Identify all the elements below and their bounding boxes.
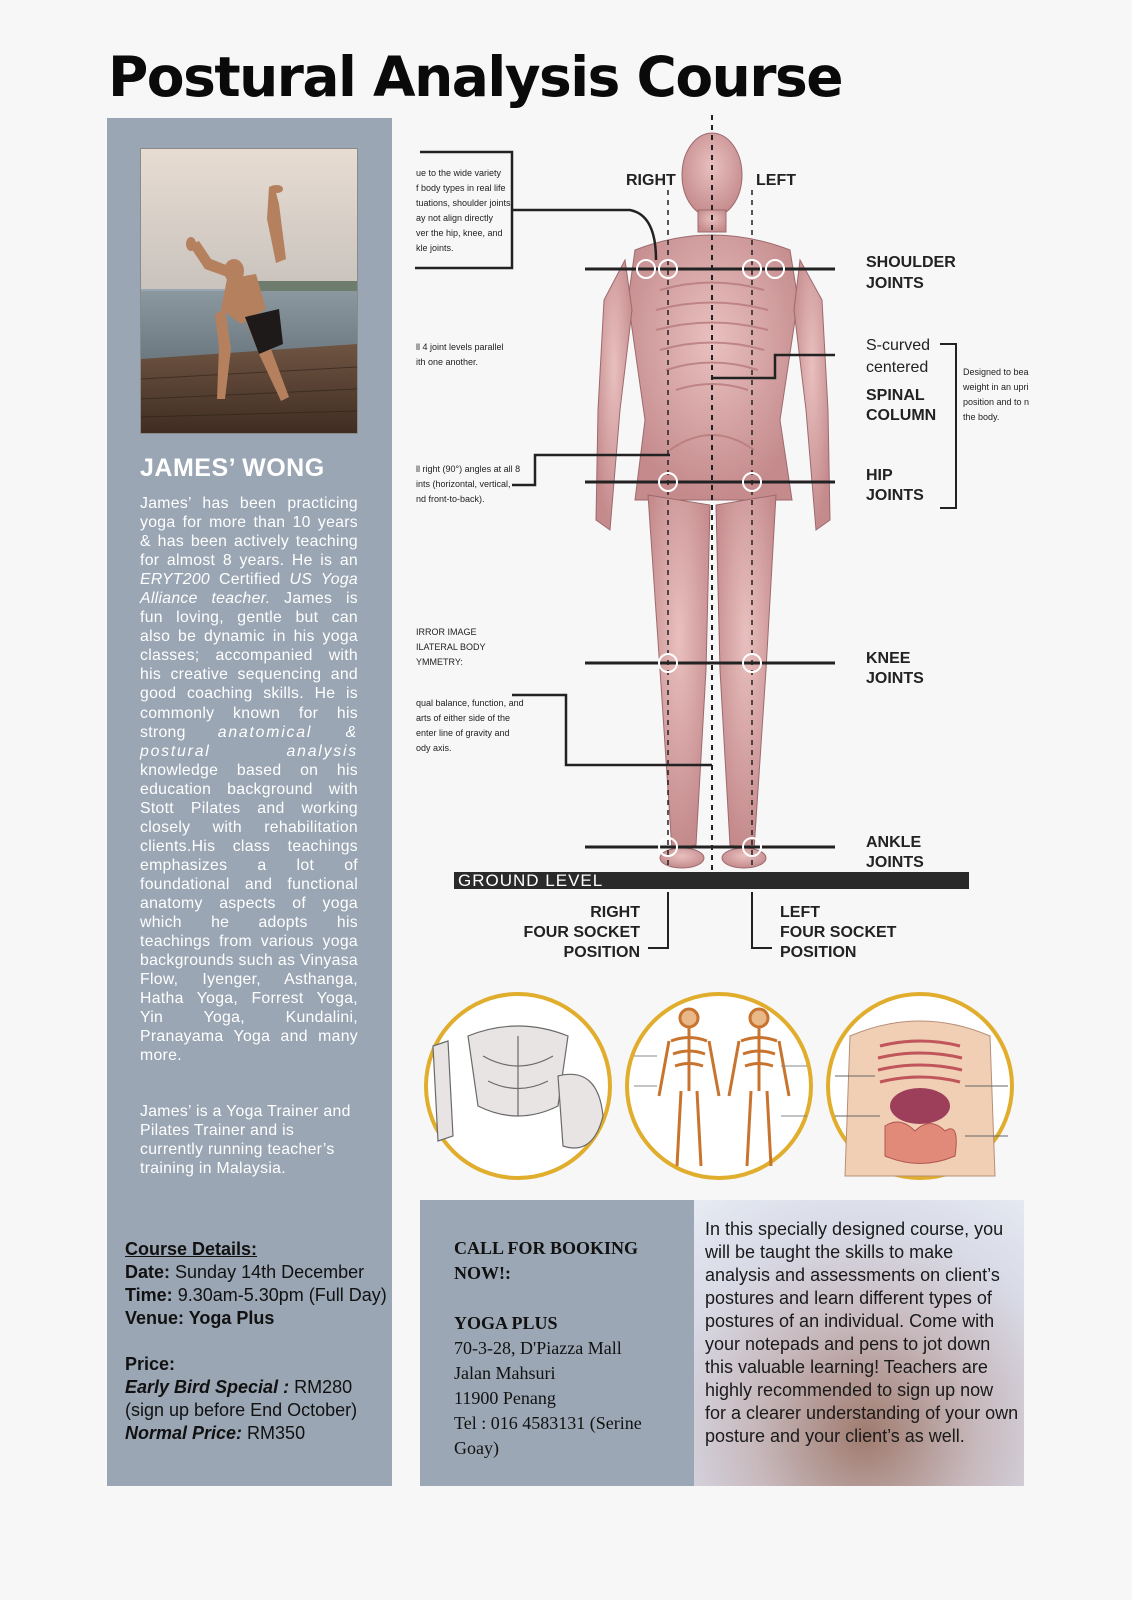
svg-text:JOINTS: JOINTS <box>866 487 924 504</box>
svg-text:JOINTS: JOINTS <box>866 275 924 292</box>
course-details: Course Details: Date: Sunday 14th December Time: 9.30am-5.30pm (Full Day) Venue: Yoga Plus Price: Early Bird Special : RM280 (sign up before End October) Normal Price: RM350 <box>125 1238 390 1445</box>
address-line-3: 11900 Penang <box>454 1388 556 1408</box>
svg-text:ll right (90°) angles at all 8: ll right (90°) angles at all 8 <box>416 464 521 474</box>
svg-text:ver the hip, knee, and: ver the hip, knee, and <box>416 228 503 238</box>
svg-text:S-curved: S-curved <box>866 337 931 354</box>
skeleton-anatomy-image <box>625 992 813 1180</box>
course-time: 9.30am-5.30pm (Full Day) <box>172 1285 387 1305</box>
svg-text:ILATERAL BODY: ILATERAL BODY <box>416 642 486 652</box>
svg-text:Designed to bea: Designed to bea <box>963 367 1029 377</box>
knee-label: KNEE <box>866 650 911 667</box>
svg-text:SPINAL: SPINAL <box>866 387 925 404</box>
svg-text:position and to n: position and to n <box>963 397 1030 407</box>
svg-text:the body.: the body. <box>963 412 1000 422</box>
call-to-action: CALL FOR BOOKING NOW!: <box>454 1238 639 1283</box>
svg-text:kle joints.: kle joints. <box>416 243 454 253</box>
shoulder-label: SHOULDER <box>866 254 956 271</box>
svg-text:RIGHT: RIGHT <box>590 904 640 921</box>
svg-text:tuations, shoulder joints: tuations, shoulder joints <box>416 198 511 208</box>
early-bird-price: RM280 <box>289 1377 353 1397</box>
svg-text:ue to the wide variety: ue to the wide variety <box>416 168 502 178</box>
booking-info <box>454 1236 684 1461</box>
hip-label: HIP <box>866 467 893 484</box>
svg-text:ints (horizontal, vertical,: ints (horizontal, vertical, <box>416 479 511 489</box>
svg-text:enter line of gravity and: enter line of gravity and <box>416 728 510 738</box>
instructor-bio-2: James’ is a Yoga Trainer and Pilates Trainer and is currently running teacher’s training in Malaysia. <box>140 1103 351 1178</box>
muscle-anatomy-image <box>424 992 612 1180</box>
phone-number: Tel : 016 4583131 (Serine Goay) <box>454 1413 642 1458</box>
svg-text:ith one another.: ith one another. <box>416 357 479 367</box>
ankle-label: ANKLE <box>866 834 922 851</box>
organ-anatomy-image <box>826 992 1014 1180</box>
svg-text:nd front-to-back).: nd front-to-back). <box>416 494 485 504</box>
svg-text:ll 4 joint levels parallel: ll 4 joint levels parallel <box>416 342 504 352</box>
svg-text:FOUR SOCKET: FOUR SOCKET <box>523 924 640 941</box>
svg-text:ody axis.: ody axis. <box>416 743 452 753</box>
svg-text:YMMETRY:: YMMETRY: <box>416 657 463 667</box>
instructor-name: JAMES’ WONG <box>140 454 325 482</box>
svg-text:JOINTS: JOINTS <box>866 854 924 871</box>
svg-text:arts of either side of the: arts of either side of the <box>416 713 511 723</box>
svg-text:LEFT: LEFT <box>780 904 820 921</box>
instructor-photo <box>140 148 358 434</box>
svg-text:FOUR SOCKET: FOUR SOCKET <box>780 924 897 941</box>
early-bird-note: (sign up before End October) <box>125 1400 358 1420</box>
svg-text:qual balance, function, and: qual balance, function, and <box>416 698 524 708</box>
svg-text:centered: centered <box>866 359 929 376</box>
course-description: In this specially designed course, you will be taught the skills to make analysis and assessments on client’s postures and learn different types of postures of an individual. Come with your notepads and pens to jot down this valuable learning! Teachers are highly recommended to sign up now for a clearer understanding of your own posture and your client’s as well. <box>705 1219 1019 1446</box>
right-side-label: RIGHT <box>626 172 676 189</box>
ground-level-label: GROUND LEVEL <box>458 871 604 890</box>
posture-diagram <box>416 110 1030 980</box>
studio-name: YOGA PLUS <box>454 1313 558 1333</box>
course-venue: Venue: Yoga Plus <box>125 1308 275 1328</box>
svg-text:f body types in real life: f body types in real life <box>416 183 506 193</box>
svg-text:POSITION: POSITION <box>563 944 640 961</box>
page-title: Postural Analysis Course <box>108 45 842 109</box>
instructor-bio: James’ has been practicing yoga for more than 10 years & has been actively teaching for almost 8 years. He is an ERYT200 Certified US Yoga Alliance teacher. James is fun loving, gentle but can also be dynamic in his yoga classes; accompanied with his creative sequencing and good coaching skills. He is commonly known for his strong anatomical & postural analysis knowledge based on his education background with Stott Pilates and working closely with rehabilitation clients.His class teachings emphasizes a lot of foundational and functional anatomy aspects of yoga which he adopts his teachings from various yoga backgrounds such as Vinyasa Flow, Iyenger, Asthanga, Hatha Yoga, Forrest Yoga, Yin Yoga, Kundalini, Pranayama Yoga and many more. <box>140 495 359 1065</box>
left-side-label: LEFT <box>756 172 796 189</box>
address-line-2: Jalan Mahsuri <box>454 1363 556 1383</box>
svg-text:ay not align directly: ay not align directly <box>416 213 494 223</box>
svg-text:COLUMN: COLUMN <box>866 407 937 424</box>
address-line-1: 70-3-28, D'Piazza Mall <box>454 1338 622 1358</box>
svg-text:weight in an upri: weight in an upri <box>963 382 1029 392</box>
svg-text:JOINTS: JOINTS <box>866 670 924 687</box>
course-date: Sunday 14th December <box>170 1262 365 1282</box>
normal-price: RM350 <box>242 1423 306 1443</box>
svg-text:IRROR IMAGE: IRROR IMAGE <box>416 627 477 637</box>
svg-text:POSITION: POSITION <box>780 944 857 961</box>
course-heading: Course Details: <box>125 1239 258 1259</box>
